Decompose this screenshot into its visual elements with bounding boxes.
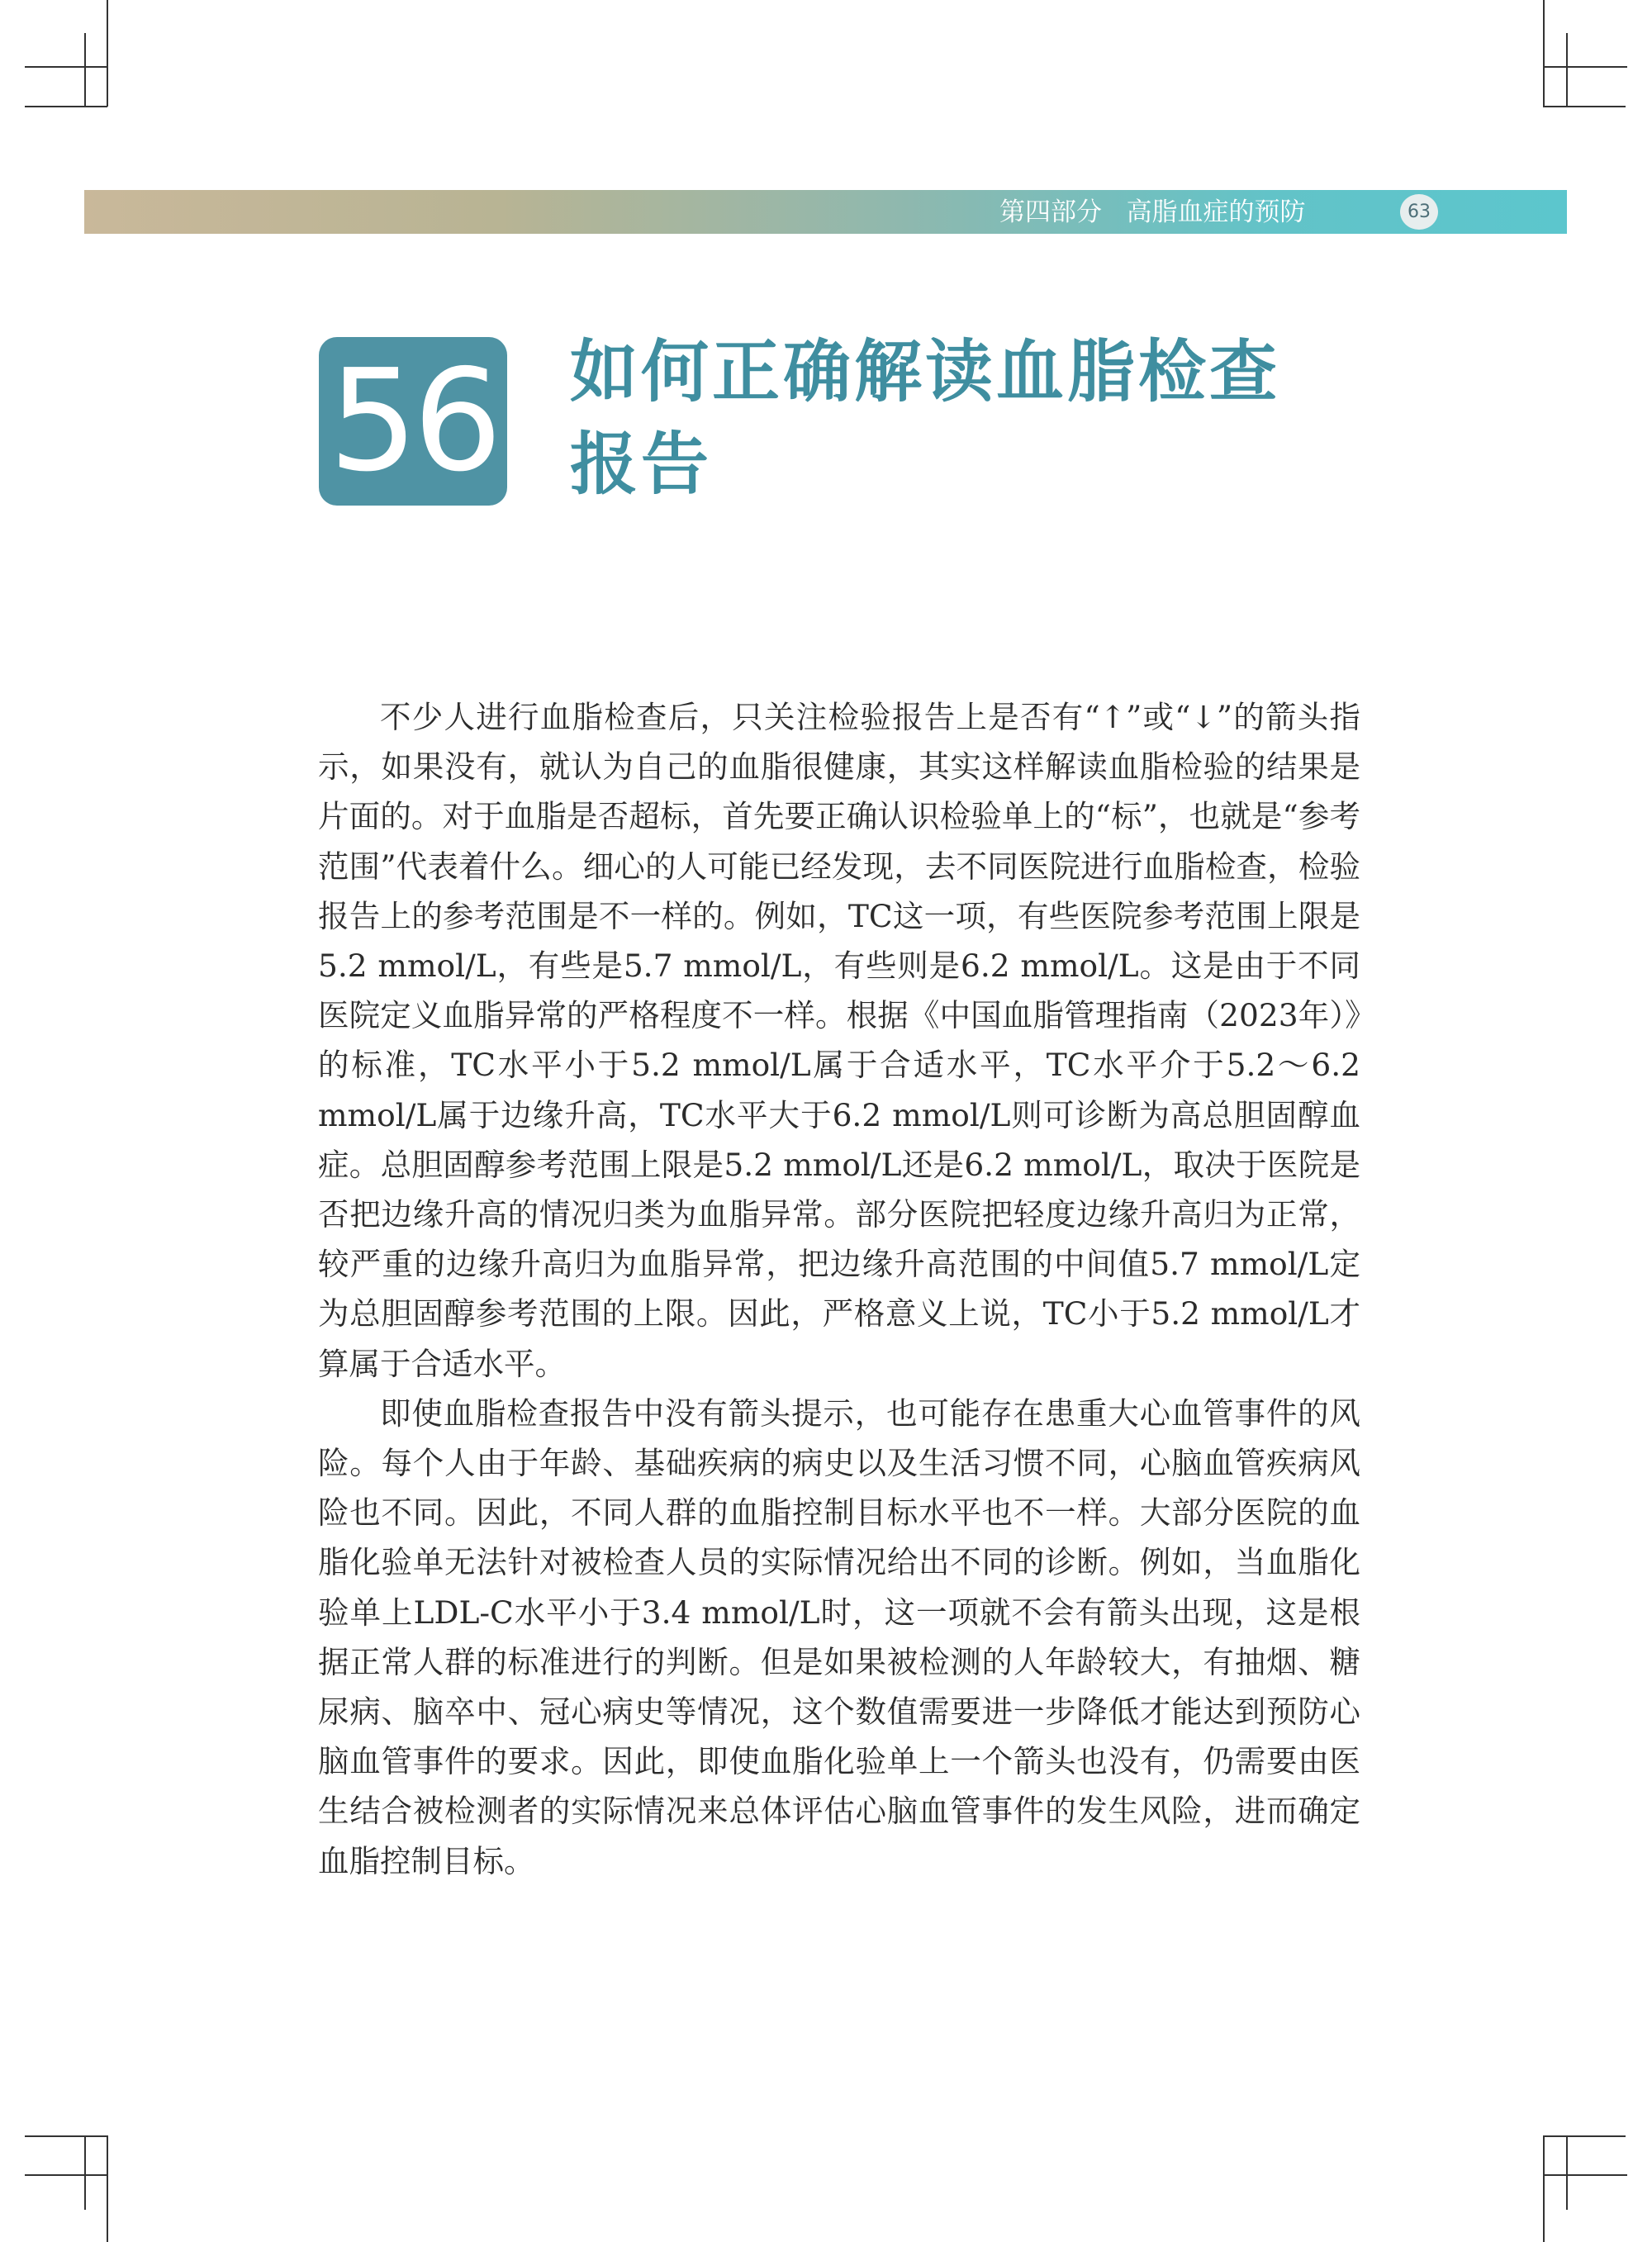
crop-mark — [1543, 2135, 1545, 2242]
crop-mark — [107, 0, 108, 107]
crop-mark — [25, 106, 107, 107]
chapter-number-badge: 56 — [319, 337, 507, 506]
chapter-title-line: 报告 — [570, 425, 713, 504]
header-section-title: 高脂血症的预防 — [1126, 197, 1306, 227]
paragraph: 不少人进行血脂检查后，只关注检验报告上是否有“↑”或“↓”的箭头指示，如果没有，就认为自己的血脂很健康，其实这样解读血脂检验的结果是片面的。对于血脂是否超标，首先要正确认识检验单上的“标”，也就是“参考范围”代表着什么。细心的人可能已经发现，去不同医院进行血脂检查，检验报告上的参考范围是不一样的。例如，TC这一项，有些医院参考范围上限是5.2 mmol/L，有些是5.7 mmol/L，有些则是6.2 mmol/L。这是由于不同医院定义血脂异常的严格程度不一样。根据《中国血脂管理指南（2023年）》的标准，TC水平小于5.2 mmol/L属于合适水平，TC水平介于5.2～6.2 mmol/L属于边缘升高，TC水平大于6.2 mmol/L则可诊断为高总胆固醇血症。总胆固醇参考范围上限是5.2 mmol/L还是6.2 mmol/L，取决于医院是否把边缘升高的情况归类为血脂异常。部分医院把轻度边缘升高归为正常，较严重的边缘升高归为血脂异常，把边缘升高范围的中间值5.7 mmol/L定为总胆固醇参考范围的上限。因此，严格意义上说，TC小于5.2 mmol/L才算属于合适水平。 — [318, 699, 1360, 1382]
crop-mark — [84, 2135, 86, 2210]
crop-mark — [1543, 2135, 1626, 2137]
crop-mark — [25, 2174, 108, 2176]
paragraph: 即使血脂检查报告中没有箭头提示，也可能存在患重大心血管事件的风险。每个人由于年龄、基础疾病的病史以及生活习惯不同，心脑血管疾病风险也不同。因此，不同人群的血脂控制目标水平也不一样。大部分医院的血脂化验单无法针对被检查人员的实际情况给出不同的诊断。例如，当血脂化验单上LDL-C水平小于3.4 mmol/L时，这一项就不会有箭头出现，这是根据正常人群的标准进行的判断。但是如果被检测的人年龄较大，有抽烟、糖尿病、脑卒中、冠心病史等情况，这个数值需要进一步降低才能达到预防心脑血管事件的要求。因此，即使血脂化验单上一个箭头也没有，仍需要由医生结合被检测者的实际情况来总体评估心脑血管事件的发生风险，进而确定血脂控制目标。 — [318, 1394, 1360, 1879]
page-number-badge: 63 — [1400, 194, 1438, 230]
crop-mark — [1543, 66, 1627, 68]
running-header — [999, 195, 1306, 230]
header-section: 第四部分 — [999, 197, 1102, 227]
crop-mark — [1566, 2135, 1568, 2210]
crop-mark — [107, 2135, 108, 2242]
chapter-title-line: 如何正确解读血脂检查 — [570, 333, 1281, 411]
crop-mark — [25, 66, 108, 68]
running-header-band — [84, 190, 1567, 234]
crop-mark — [84, 33, 86, 107]
crop-mark — [1543, 106, 1626, 107]
crop-mark — [1543, 2174, 1627, 2176]
body-text — [318, 692, 1360, 1886]
crop-mark — [25, 2135, 107, 2137]
crop-mark — [1543, 0, 1545, 107]
chapter-title — [570, 326, 1313, 511]
crop-mark — [1566, 33, 1568, 107]
